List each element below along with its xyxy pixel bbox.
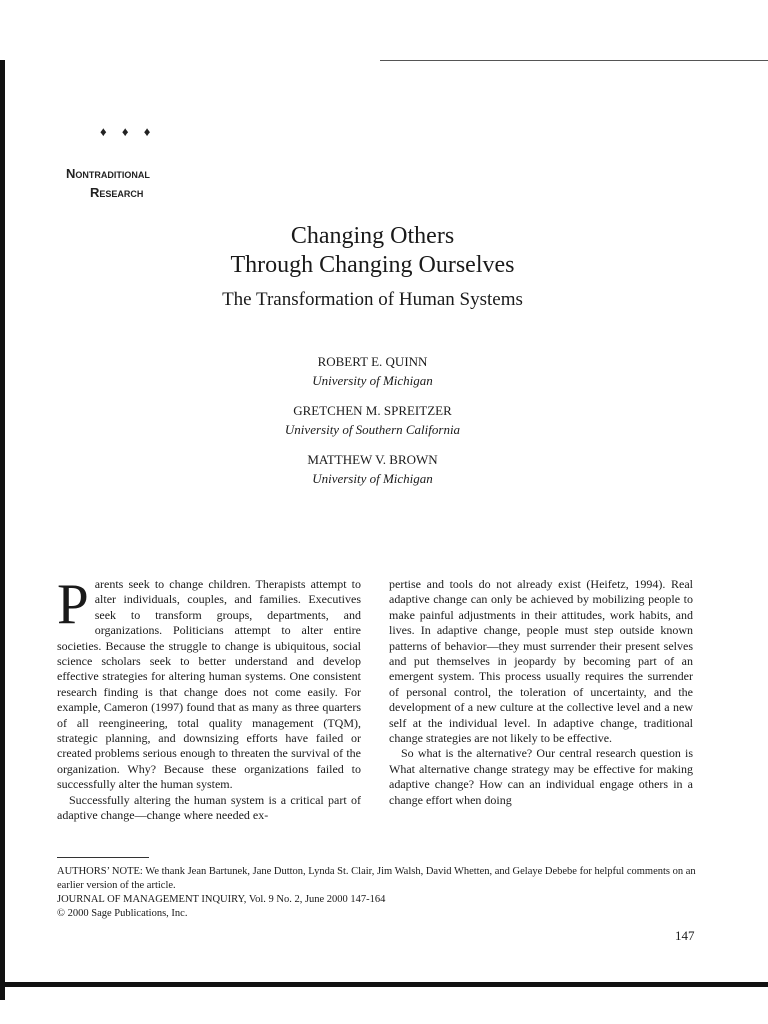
- author-affiliation: University of Michigan: [312, 373, 433, 388]
- article-title: [0, 222, 745, 280]
- body-column-left: [57, 573, 361, 824]
- body-paragraph: [57, 573, 361, 793]
- authors-note: AUTHORS’ NOTE: We thank Jean Bartunek, Jane Dutton, Lynda St. Clair, Jim Walsh, David Whetten, and Gelaye Debebe for helpful comments on an earlier version of the article.: [57, 866, 696, 891]
- diamond-ornament: ♦ ♦ ♦: [100, 124, 157, 139]
- copyright-line: © 2000 Sage Publications, Inc.: [57, 908, 188, 919]
- title-line1: Changing Others: [290, 223, 455, 249]
- author-name: MATTHEW V. BROWN: [307, 452, 438, 467]
- section-label: [66, 164, 196, 202]
- author-block: [0, 401, 745, 439]
- paragraph-text: arents seek to change children. Therapists attempt to alter individuals, couples, and families. Executives seek to transform groups, departments, and organizations. Politicians attempt to alter entire societies. Because the struggle to change is ubiquitous, social science scholars seek to better understand and develop effective strategies for altering human systems. One consistent research finding is that change does not come easily. For example, Cameron (1997) found that as many as three quarters of all reengineering, total quality management (TQM), strategic planning, and downsizing efforts have failed or created problems serious enough to threaten the survival of the organization. Why? Because these organizations failed to successfully alter the human system.: [57, 577, 361, 792]
- author-name: ROBERT E. QUINN: [317, 354, 428, 369]
- body-column-right: [389, 577, 693, 808]
- scan-left-edge: [0, 60, 5, 1000]
- section-label-line2: Research: [90, 185, 144, 200]
- journal-citation: JOURNAL OF MANAGEMENT INQUIRY, Vol. 9 No. 2, June 2000 147-164: [57, 894, 386, 905]
- body-paragraph: pertise and tools do not already exist (Heifetz, 1994). Real adaptive change can only be achieved by mobilizing people to make painful adjustments in their attitudes, work habits, and lives. In adaptive change, people must step outside known patterns of behavior—they must surrender their present selves and put themselves in jeopardy by becoming part of an emergent system. This process usually requires the surrender of personal control, the toleration of uncertainty, and the development of a new culture at the collective level and a new self at the individual level. In adaptive change, traditional change strategies are not likely to be effective.: [389, 577, 693, 746]
- author-name: GRETCHEN M. SPREITZER: [293, 403, 452, 418]
- body-paragraph: Successfully altering the human system is a critical part of adaptive change—change where needed ex-: [57, 792, 361, 823]
- body-paragraph: So what is the alternative? Our central research question is What alternative change strategy may be effective for making adaptive change? How can an individual engage others in a change effort when doing: [389, 746, 693, 807]
- article-subtitle: The Transformation of Human Systems: [222, 289, 523, 310]
- author-block: [0, 352, 745, 390]
- scan-top-edge: [380, 60, 768, 61]
- footnote-block: [57, 865, 697, 921]
- author-affiliation: University of Michigan: [312, 471, 433, 486]
- drop-cap: P: [57, 573, 89, 636]
- page-number: 147: [675, 928, 695, 943]
- section-label-line1: Nontraditional: [66, 166, 150, 181]
- footnote-rule: [57, 857, 149, 858]
- author-block: [0, 450, 745, 488]
- author-affiliation: University of Southern California: [284, 422, 461, 437]
- scan-bottom-edge: [0, 982, 768, 987]
- title-line2: Through Changing Ourselves: [230, 252, 515, 278]
